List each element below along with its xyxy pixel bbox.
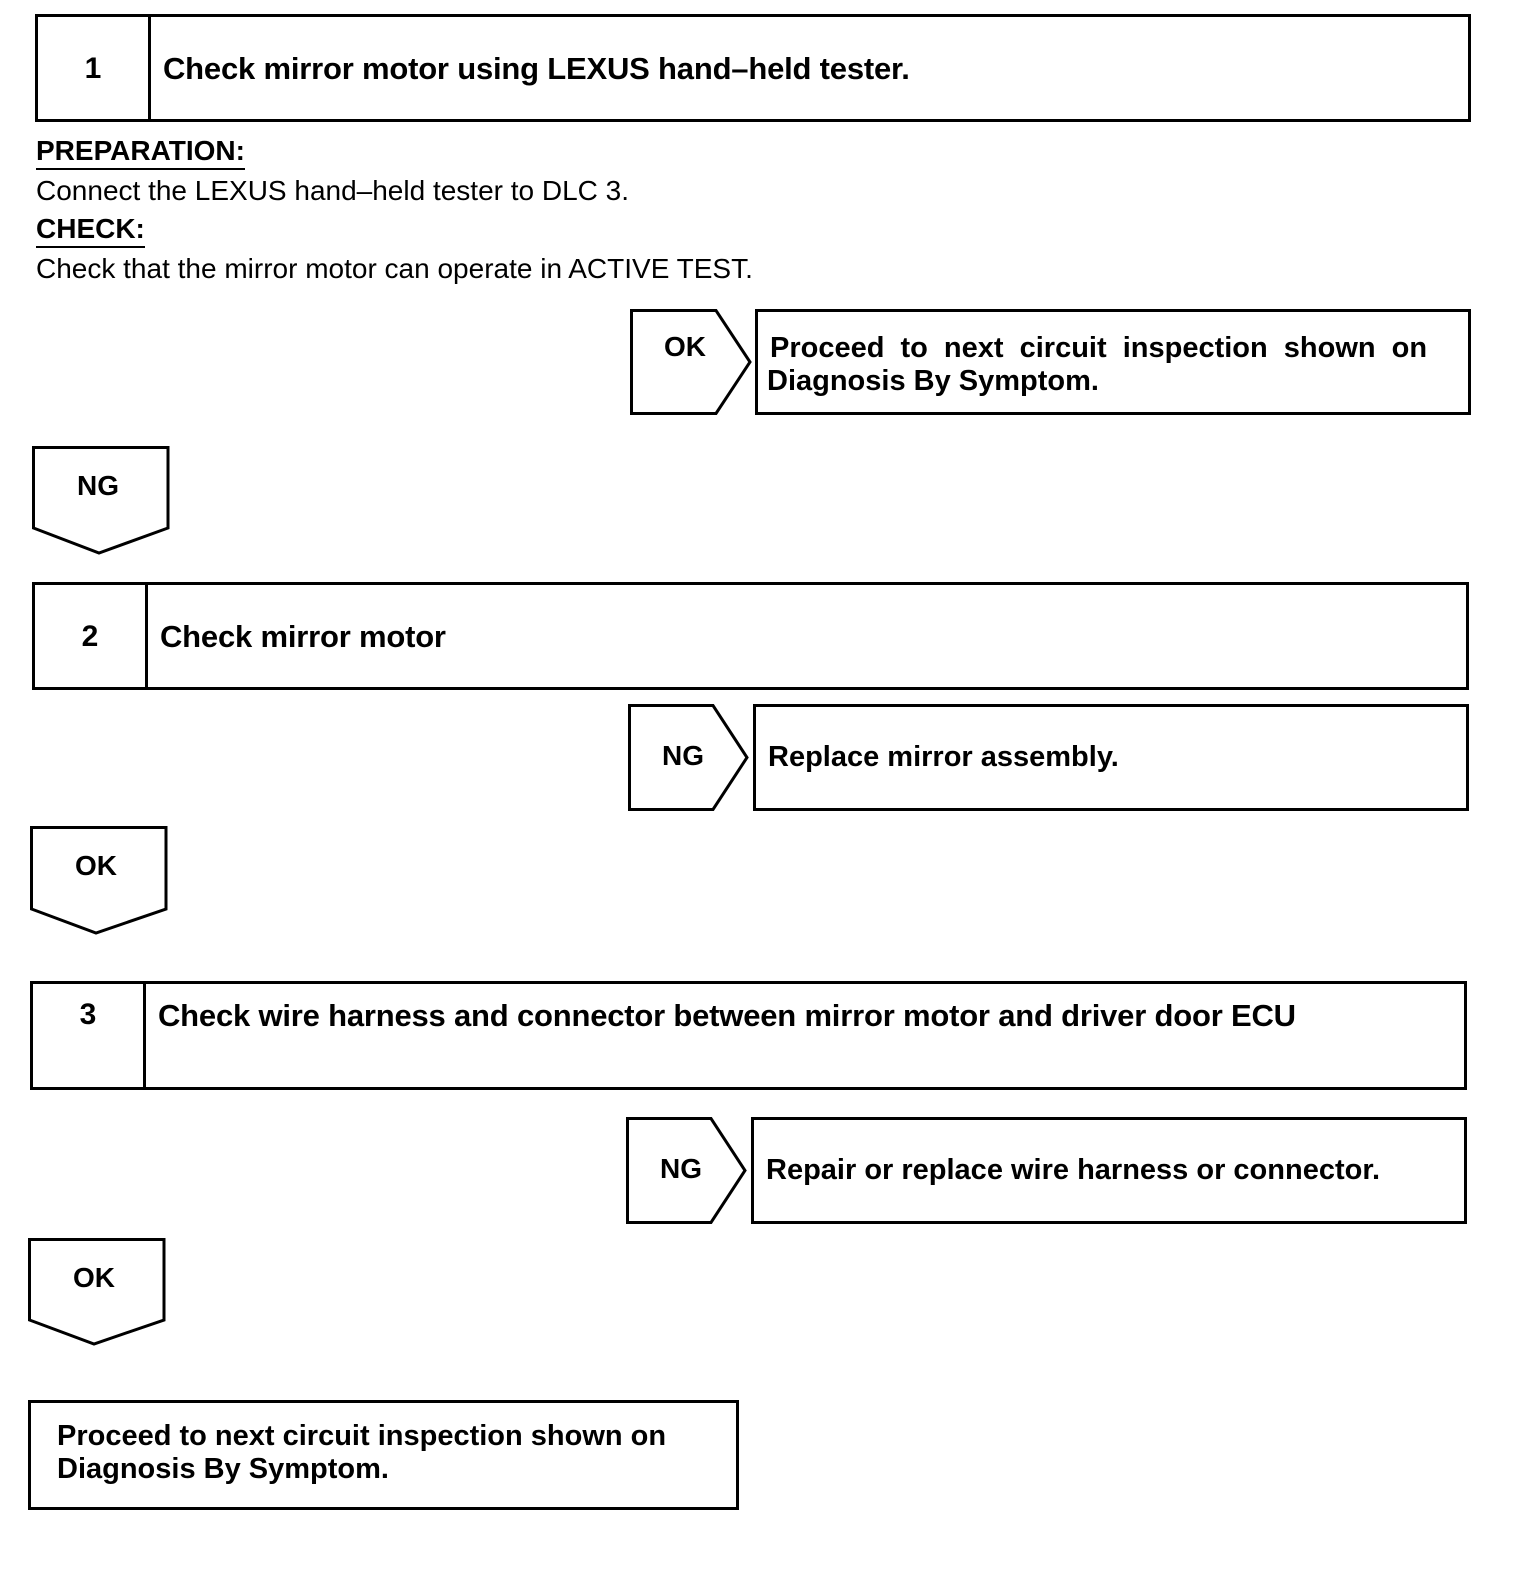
preparation-text: Connect the LEXUS hand–held tester to DLC 3. (36, 175, 630, 206)
step-3-ng-result-text: Repair or replace wire harness or connector. (766, 1154, 1381, 1186)
step-3-ok-label: OK (73, 1262, 115, 1293)
step-1-ok-label: OK (664, 331, 706, 362)
step-1-number: 1 (38, 17, 151, 119)
step-3-box (30, 981, 1467, 1090)
step-2-number: 2 (35, 585, 148, 687)
step-3-ng-result-box (751, 1117, 1467, 1224)
step-3-number: 3 (33, 984, 146, 1087)
step-2-box (32, 582, 1469, 690)
check-label: CHECK: (36, 212, 145, 248)
preparation-label: PREPARATION: (36, 134, 245, 170)
step-2-ng-result-text: Replace mirror assembly. (768, 741, 1119, 773)
step-3-ok-down-arrow (28, 1238, 166, 1348)
step-1-ok-result-box (755, 309, 1471, 415)
step-2-ng-result-box (753, 704, 1469, 811)
step-1-title: Check mirror motor using LEXUS hand–held tester. (163, 51, 910, 86)
step-3-title: Check wire harness and connector between mirror motor and driver door ECU (158, 998, 1296, 1033)
preparation-section (36, 134, 753, 286)
step-3-ng-right-arrow (626, 1117, 748, 1224)
step-1-ng-down-arrow (32, 446, 170, 556)
step-1-ok-right-arrow (630, 309, 752, 415)
step-1-ng-label: NG (77, 470, 119, 501)
step-1-box (35, 14, 1471, 122)
final-result-line1: Proceed to next circuit inspection shown on (57, 1420, 667, 1452)
step-3-ng-label: NG (660, 1153, 702, 1184)
check-text: Check that the mirror motor can operate in ACTIVE TEST. (36, 253, 753, 284)
step-2-ok-label: OK (75, 850, 117, 881)
step-1-ok-result-line2: Diagnosis By Symptom. (767, 365, 1099, 397)
step-2-title: Check mirror motor (160, 619, 446, 654)
step-2-ok-down-arrow (30, 826, 168, 936)
step-2-ng-label: NG (662, 740, 704, 771)
step-1-ok-result-line1: Proceed to next circuit inspection shown on (770, 332, 1428, 364)
step-2-ng-right-arrow (628, 704, 750, 811)
final-result-line2: Diagnosis By Symptom. (57, 1453, 389, 1485)
final-result-box (28, 1400, 739, 1510)
